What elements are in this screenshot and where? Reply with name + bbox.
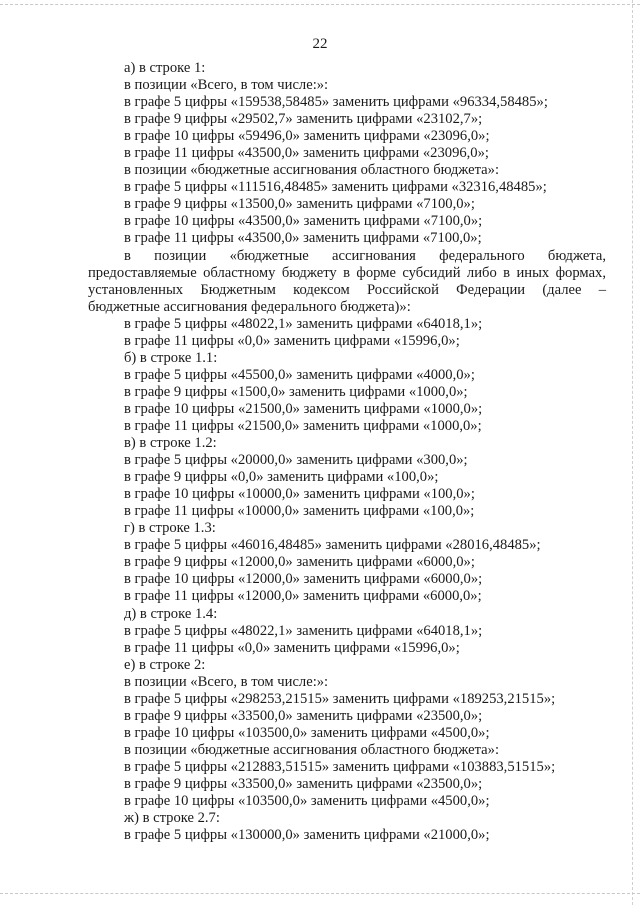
section-b-lines — [88, 316, 606, 844]
text-line: в графе 9 цифры «1500,0» заменить цифрами «1000,0»; — [124, 383, 468, 400]
text-line: в графе 11 цифры «43500,0» заменить цифрами «23096,0»; — [124, 145, 489, 162]
paragraph-line-4: бюджетные ассигнования федерального бюджета)»: — [88, 298, 411, 315]
text-line: в графе 9 цифры «0,0» заменить цифрами «100,0»; — [124, 469, 439, 486]
text-line: в графе 5 цифры «298253,21515» заменить цифрами «189253,21515»; — [124, 690, 556, 707]
text-line: в графе 11 цифры «0,0» заменить цифрами «15996,0»; — [124, 639, 460, 656]
scan-edge-right — [632, 0, 635, 905]
scan-edge-top — [0, 4, 640, 7]
text-line: в графе 5 цифры «111516,48485» заменить цифрами «32316,48485»; — [124, 179, 547, 196]
text-line: в графе 11 цифры «12000,0» заменить цифрами «6000,0»; — [124, 588, 482, 605]
text-line: в графе 10 цифры «59496,0» заменить цифрами «23096,0»; — [124, 128, 490, 145]
text-line: в графе 10 цифры «10000,0» заменить цифрами «100,0»; — [124, 486, 475, 503]
text-line: в графе 5 цифры «159538,58485» заменить цифрами «96334,58485»; — [124, 94, 548, 111]
text-line: в графе 10 цифры «12000,0» заменить цифрами «6000,0»; — [124, 571, 483, 588]
text-line: в графе 10 цифры «21500,0» заменить цифрами «1000,0»; — [124, 400, 483, 417]
text-line: в позиции «бюджетные ассигнования областного бюджета»: — [124, 741, 499, 758]
text-line: в графе 9 цифры «33500,0» заменить цифрами «23500,0»; — [124, 775, 483, 792]
text-line: в графе 5 цифры «130000,0» заменить цифрами «21000,0»; — [124, 827, 490, 844]
text-line: в графе 5 цифры «212883,51515» заменить цифрами «103883,51515»; — [124, 758, 556, 775]
text-line: в позиции «Всего, в том числе:»: — [124, 77, 329, 94]
text-line: в) в строке 1.2: — [124, 435, 217, 452]
text-line: в позиции «бюджетные ассигнования областного бюджета»: — [124, 162, 499, 179]
scan-edge-bottom — [0, 893, 640, 896]
text-line: в графе 11 цифры «21500,0» заменить цифрами «1000,0»; — [124, 417, 482, 434]
text-line: в графе 10 цифры «103500,0» заменить цифрами «4500,0»; — [124, 724, 490, 741]
text-line: в графе 5 цифры «48022,1» заменить цифрами «64018,1»; — [124, 315, 483, 332]
text-line: в графе 5 цифры «20000,0» заменить цифрами «300,0»; — [124, 452, 468, 469]
text-line: в графе 11 цифры «43500,0» заменить цифрами «7100,0»; — [124, 230, 482, 247]
text-line: в графе 10 цифры «103500,0» заменить цифрами «4500,0»; — [124, 793, 490, 810]
text-line: ж) в строке 2.7: — [124, 810, 220, 827]
text-line: в графе 9 цифры «12000,0» заменить цифрами «6000,0»; — [124, 554, 475, 571]
text-line: б) в строке 1.1: — [124, 349, 218, 366]
paragraph-line-1: в позиции «бюджетные ассигнования федерального бюджета, — [124, 247, 606, 264]
text-line: в графе 11 цифры «10000,0» заменить цифрами «100,0»; — [124, 503, 475, 520]
document-body — [88, 60, 606, 844]
section-a-lines — [88, 60, 606, 248]
text-line: в графе 9 цифры «13500,0» заменить цифрами «7100,0»; — [124, 196, 475, 213]
text-line: г) в строке 1.3: — [124, 520, 216, 537]
federal-budget-paragraph — [88, 248, 606, 316]
text-line: в графе 11 цифры «0,0» заменить цифрами «15996,0»; — [124, 332, 460, 349]
text-line: в графе 10 цифры «43500,0» заменить цифрами «7100,0»; — [124, 213, 483, 230]
text-line: в графе 5 цифры «48022,1» заменить цифрами «64018,1»; — [124, 622, 483, 639]
text-line: д) в строке 1.4: — [124, 605, 218, 622]
text-line: в графе 9 цифры «29502,7» заменить цифрами «23102,7»; — [124, 111, 483, 128]
text-line: е) в строке 2: — [124, 656, 206, 673]
text-line: в графе 5 цифры «45500,0» заменить цифрами «4000,0»; — [124, 366, 475, 383]
text-line: в графе 9 цифры «33500,0» заменить цифрами «23500,0»; — [124, 707, 483, 724]
paragraph-line-2: предоставляемые областному бюджету в форме субсидий либо в иных формах, — [88, 264, 606, 281]
page-number: 22 — [312, 36, 328, 52]
text-line: в графе 5 цифры «46016,48485» заменить цифрами «28016,48485»; — [124, 537, 541, 554]
text-line: в позиции «Всего, в том числе:»: — [124, 673, 329, 690]
text-line: а) в строке 1: — [124, 60, 206, 76]
paragraph-line-3: установленных Бюджетным кодексом Российской Федерации (далее – — [88, 281, 606, 298]
